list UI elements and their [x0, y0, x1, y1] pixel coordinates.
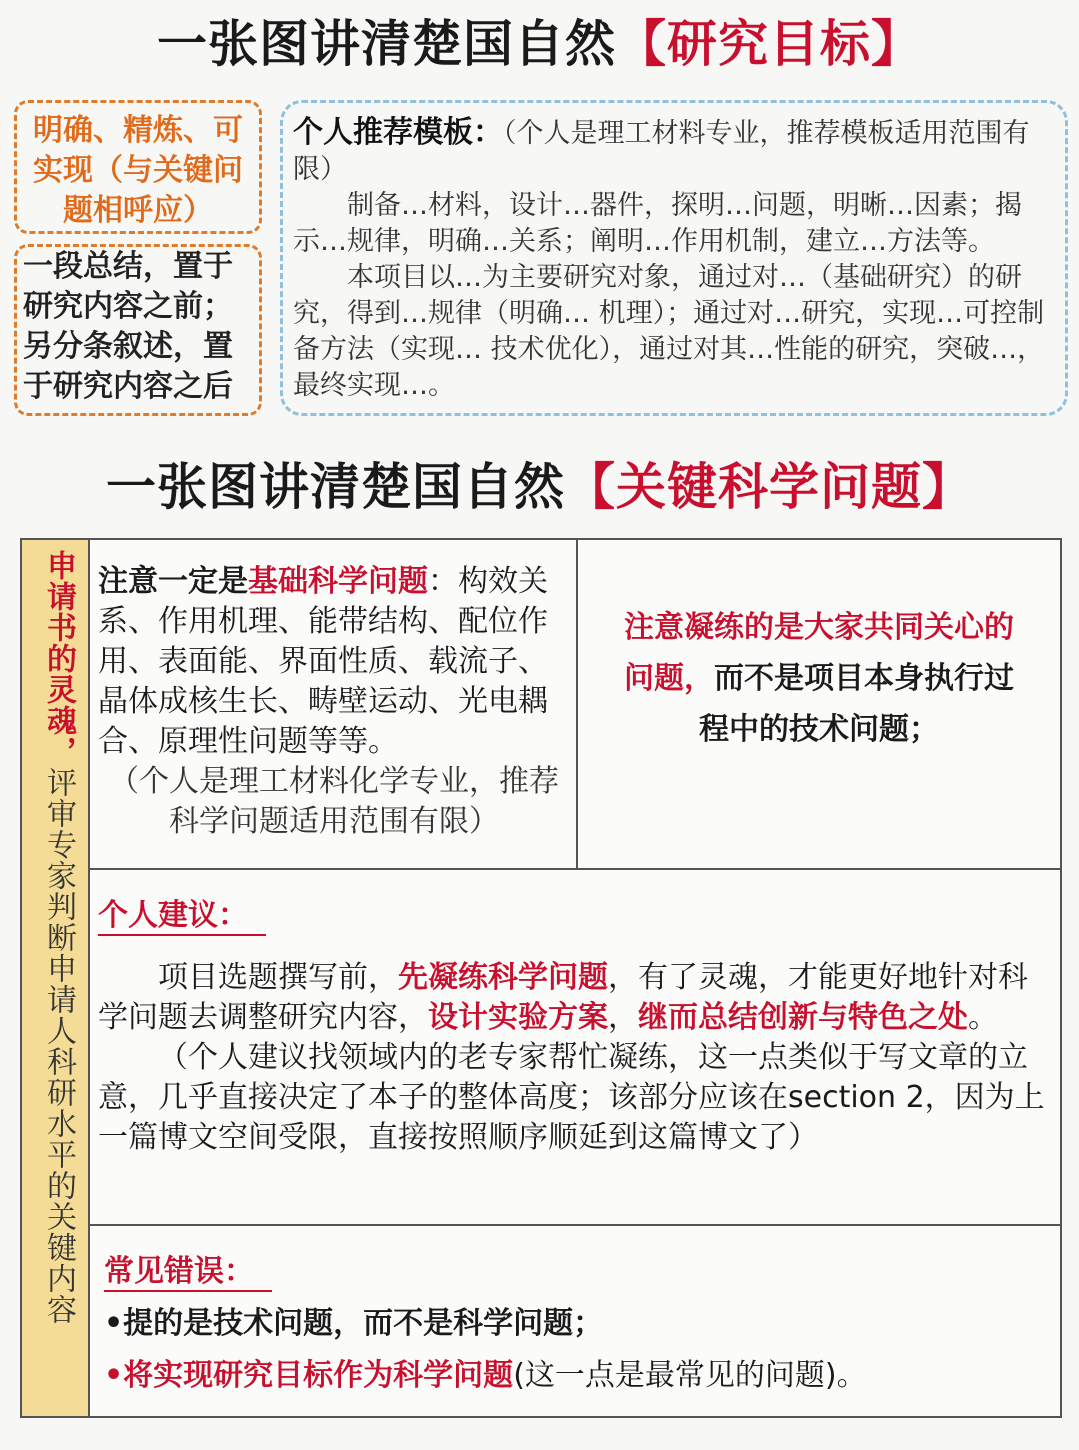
title-main-2: 一张图讲清楚国自然 — [106, 458, 565, 516]
mistake-item-1: •提的是技术问题，而不是科学问题； — [104, 1306, 604, 1341]
title-main: 一张图讲清楚国自然 — [157, 15, 616, 73]
tl-prefix: 注意一定是 — [98, 564, 248, 599]
mistakes-cell — [90, 1226, 1060, 1416]
tr-black: 而不是项目本身执行过程中的技术问题； — [699, 661, 1014, 747]
advice-t4: 。 — [968, 1000, 998, 1035]
tl-body: ：构效关系、作用机理、能带结构、配位作用、表面能、界面性质、载流子、晶体成核生长、畴壁运动、光电耦合、原理性问题等等。 — [98, 564, 548, 759]
page-title-research-goals — [0, 12, 1079, 76]
sidebar-label — [22, 540, 90, 1416]
title-highlight: 【研究目标】 — [616, 15, 922, 73]
goal-placement-box — [14, 244, 262, 416]
key-questions-table — [20, 538, 1062, 1418]
tl-red: 基础科学问题 — [248, 564, 428, 599]
title-highlight-2: 【关键科学问题】 — [565, 458, 973, 516]
page-title-key-questions — [0, 455, 1079, 519]
mistake-item-2-red: •将实现研究目标作为科学问题 — [104, 1358, 514, 1393]
tl-note: （个人是理工材料化学专业，推荐科学问题适用范围有限） — [109, 764, 559, 839]
common-concern-cell — [578, 540, 1060, 870]
template-box — [280, 100, 1068, 416]
goal-criteria-text: 明确、精炼、可实现（与关键问题相呼应） — [33, 113, 243, 228]
goal-criteria-box — [14, 100, 262, 234]
tr-red: 注意凝练的是大家共同关心的问题， — [624, 610, 1014, 696]
advice-note: （个人建议找领域内的老专家帮忙凝练，这一点类似于写文章的立意，几乎直接决定了本子的整体高度；该部分应该在section 2，因为上一篇博文空间受限，直接按照顺序顺延到这篇博文了） — [98, 1040, 1045, 1155]
advice-cell — [90, 870, 1060, 1226]
advice-paragraph — [98, 958, 1052, 1038]
template-lead: 个人推荐模板： — [293, 115, 503, 150]
template-lead-note: （个人是理工材料专业，推荐模板适用范围有限） — [293, 118, 1030, 185]
mistakes-heading: 常见错误： — [104, 1254, 272, 1292]
advice-r3: 继而总结创新与特色之处 — [638, 1000, 968, 1035]
sidebar-red-text: 申请书的灵魂， — [41, 550, 76, 767]
advice-r1: 先凝练科学问题 — [398, 960, 608, 995]
advice-t3: ， — [608, 1000, 638, 1035]
advice-t2: ，有了灵魂，才能更好地针对科学问题去调整研究内容， — [98, 960, 1028, 1035]
mistake-item-2 — [104, 1356, 1052, 1396]
goal-placement-text: 一段总结，置于研究内容之前；另分条叙述，置于研究内容之后 — [23, 249, 233, 404]
template-para-1: 制备…材料，设计…器件，探明…问题，明晰…因素；揭示…规律，明确…关系；阐明…作用机制，建立…方法等。 — [293, 190, 1022, 257]
advice-heading: 个人建议： — [98, 898, 266, 936]
template-para-2: 本项目以…为主要研究对象，通过对…（基础研究）的研究，得到…规律（明确… 机理）；通过对…研究，实现…可控制备方法（实现… 技术优化），通过对其…性能的研究，突破…，最终实现…。 — [293, 262, 1045, 401]
advice-t1: 项目选题撰写前， — [158, 960, 398, 995]
basic-question-cell — [90, 540, 578, 870]
sidebar-text: 评审专家判断申请人科研水平的关键内容 — [41, 767, 76, 1325]
mistake-item-2-rest: (这一点是最常见的问题)。 — [513, 1358, 867, 1393]
advice-r2: 设计实验方案 — [428, 1000, 608, 1035]
